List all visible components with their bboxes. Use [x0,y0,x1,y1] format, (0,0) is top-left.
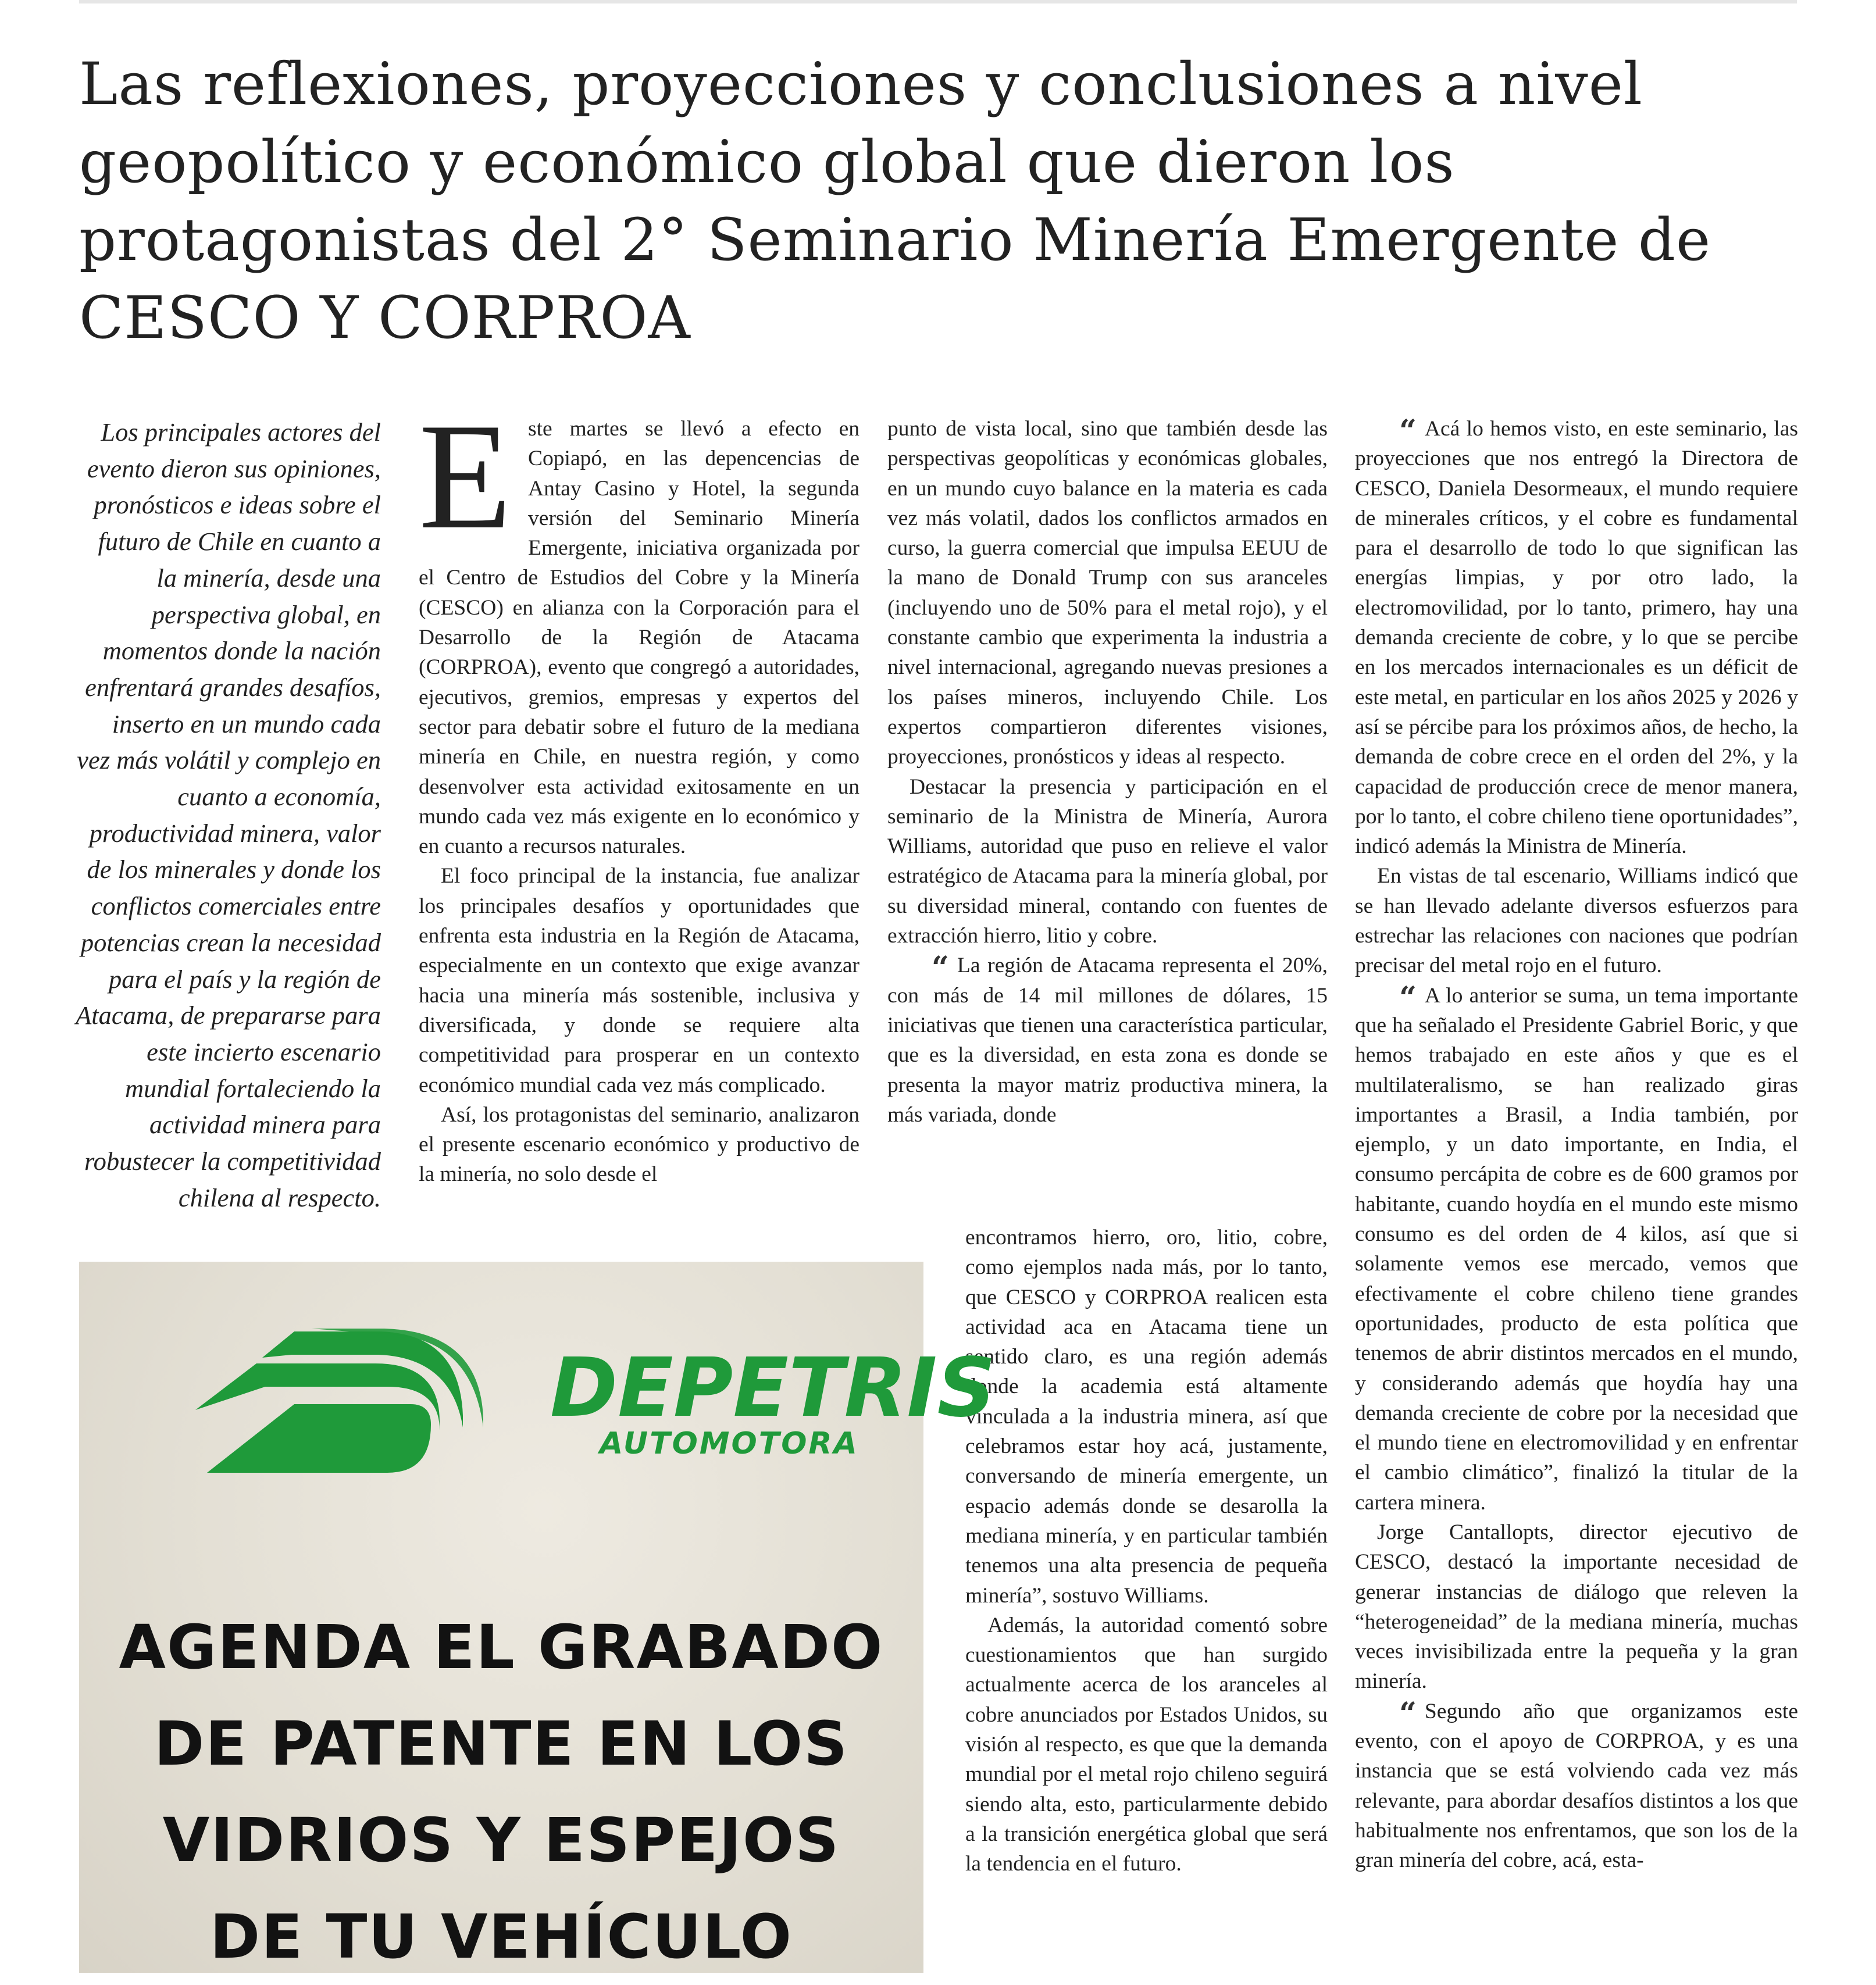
top-divider [79,0,1797,3]
article-paragraph: Así, los protagonistas del seminario, analizaron el presente escenario económico y productivo de la minería, no solo desde el [419,1102,859,1187]
article-paragraph: punto de vista local, sino que también desde las perspectivas geopolíticas y económicas globales, en un mundo cuyo balance en la materia es cada vez más volatil, dados los conflictos armados en curso, la guerra comercial que impulsa EEUU de la mano de Donald Trump con sus aranceles (incluyendo uno de 50% para el metal rojo), y el constante cambio que experimenta la industria a nivel internacional, agregando nuevas presiones a los países mineros, incluyendo Chile. Los expertos compartieron diferentes visiones, proyecciones, pronósticos y ideas al respecto. [887,417,1328,769]
quote-mark-icon: “ [932,950,949,986]
quote-paragraph: “ Segundo año que organizamos este evento, con el apoyo de CORPROA, y es una instancia que se está volviendo cada vez más relevante, para abordar desafíos distintos a los que habitualmente nos enfrentamos, que son los de la gran minería del cobre, acá, esta- [1355,1695,1798,1873]
article-column-3 [1355,414,1798,1876]
article-column-2 [887,414,1328,1130]
quote-mark-icon: “ [1399,980,1417,1016]
brand-subtitle: AUTOMOTORA [600,1426,859,1461]
article-column-1 [419,392,859,1190]
article-paragraph: Destacar la presencia y participación en el seminario de la Ministra de Minería, Aurora Williams, autoridad que puso en relieve el valor estratégico de Atacama para la minería global, por su diversidad mineral, contando con fuentes de extracción hierro, litio y cobre. [887,774,1328,948]
brand-name: DEPETRIS [550,1341,996,1436]
depetris-logo [166,1329,996,1474]
article-headline: Las reflexiones, proyecciones y conclusiones a nivel geopolítico y económico global que dieron los protagonistas del 2° Seminario Minería Emergente de CESCO Y CORPROA [79,50,1711,352]
article-paragraph: encontramos hierro, oro, litio, cobre, como ejemplos nada más, por lo tanto, que CESCO y CORPROA realicen esta actividad aca en Atacama tiene un sentido claro, es una región además donde la academia está altamente vinculada a la industria minera, así que celebramos estar hoy acá, justamente, conversando de minería emergente, un espacio además donde se desarolla la mediana minería, y en particular también tenemos una alta presencia de pequeña minería”, sostuvo Williams. [965,1226,1328,1608]
quote-paragraph: “ La región de Atacama representa el 20%, con más de 14 mil millones de dólares, 15 iniciativas que tienen una característica particular, que es la diversidad, en esta zona es donde se presenta la mayor matriz productiva minera, la más variada, donde [887,950,1328,1127]
quote-paragraph: “ A lo anterior se suma, un tema importante que ha señalado el Presidente Gabriel Boric, y que hemos trabajado en este años y que es el multilateralismo, se han realizado giras importantes a Brasil, a India también, por ejemplo, y un dato importante, en India, el consumo percápita de cobre es de 600 gramos por habitante, cuando hoydía en el mundo este mismo consumo es del orden de 4 kilos, así que si solamente vemos ese mercado, vemos que efectivamente el cobre chileno tiene grandes oportunidades, producto de esta política que tenemos de abrir distintos mercados en el mundo, y considerando además que hoydía hay una demanda creciente de cobre por la necesidad que el mundo tiene en electromovilidad y en enfrentar el cambio climático”, finalizó la titular de la cartera minera. [1355,980,1798,1515]
article-lede: Los principales actores del evento dieron sus opiniones, pronósticos e ideas sobre el futuro de Chile en cuanto a la minería, desde una perspectiva global, en momentos donde la nación enfrentará grandes desafíos, inserto en un mundo cada vez más volátil y complejo en cuanto a economía, productividad minera, valor de los minerales y donde los conflictos comerciales entre potencias crean la necesidad para el país y la región de Atacama, de prepararse para este incierto escenario mundial fortaleciendo la actividad minera para robustecer la competitividad chilena al respecto. [76,417,381,1212]
quote-mark-icon: “ [1399,413,1417,449]
drop-cap: E [419,392,512,560]
ad-headline: AGENDA EL GRABADO DE PATENTE EN LOS VIDRIOS Y ESPEJOS DE TU VEHÍCULO [119,1612,884,1972]
article-paragraph: Este martes se llevó a efecto en Copiapó, en las depencencias de Antay Casino y Hotel, la segunda versión del Seminario Minería Emergente, iniciativa organizada por el Centro de Estudios del Cobre y la Minería (CESCO) en alianza con la Corporación para el Desarrollo de la Región de Atacama (CORPROA), evento que congregó a autoridades, ejecutivos, gremios, empresas y expertos del sector para debatir sobre el futuro de la mediana minería en Chile, en nuestra región, y como desenvolver esta actividad exitosamente en un mundo cada vez más exigente en lo económico y en cuanto a recursos naturales. [419,392,859,859]
speed-arrow-icon [195,1329,483,1473]
advertisement[interactable] [79,1262,996,1973]
article-paragraph: El foco principal de la instancia, fue analizar los principales desafíos y oportunidades que enfrenta esta industria en la Región de Atacama, especialmente en un contexto que exige avanzar hacia una minería más sostenible, inclusiva y diversificada, y donde se requiere alta competitividad para prosperar en un contexto económico mundial cada vez más complicado. [419,864,859,1097]
quote-mark-icon: “ [1399,1695,1417,1731]
quote-paragraph: “ Acá lo hemos visto, en este seminario, las proyecciones que nos entregó la Directora de CESCO, Daniela Desormeaux, el mundo requiere de minerales críticos, y el cobre es fundamental para el desarrollo de todo lo que significan las energías limpias, y por otro lado, la electromovilidad, por lo tanto, primero, hay una demanda creciente de cobre, y lo que se percibe en los mercados internacionales es un déficit de este metal, en particular en los años 2025 y 2026 y así se pércibe para los próximos años, de hecho, la demanda de cobre crece en el orden del 2%, y la capacidad de producción crece de menor manera, por lo tanto, el cobre chileno tiene oportunidades”, indicó además la Ministra de Minería. [1355,413,1798,859]
article-paragraph: En vistas de tal escenario, Williams indicó que se han llevado adelante diversos esfuerzos para estrechar las relaciones con naciones que podrían precisar del metal rojo en el futuro. [1355,864,1798,978]
article-paragraph: Además, la autoridad comentó sobre cuestionamientos que han surgido actualmente acerca de los aranceles al cobre anunciados por Estados Unidos, su visión al respecto, es que que la demanda mundial por el metal rojo chileno seguirá siendo alta, esto, particularmente debido a la transición energética global que será la tendencia en el futuro. [965,1613,1328,1876]
article-column-2-continued [965,1223,1328,1879]
article-paragraph: Jorge Cantallopts, director ejecutivo de CESCO, destacó la importante necesidad de generar instancias de diálogo que releven la “heterogeneidad” de la mediana minería, muchas veces invisibilizada entre la pequeña y la gran minería. [1355,1520,1798,1694]
